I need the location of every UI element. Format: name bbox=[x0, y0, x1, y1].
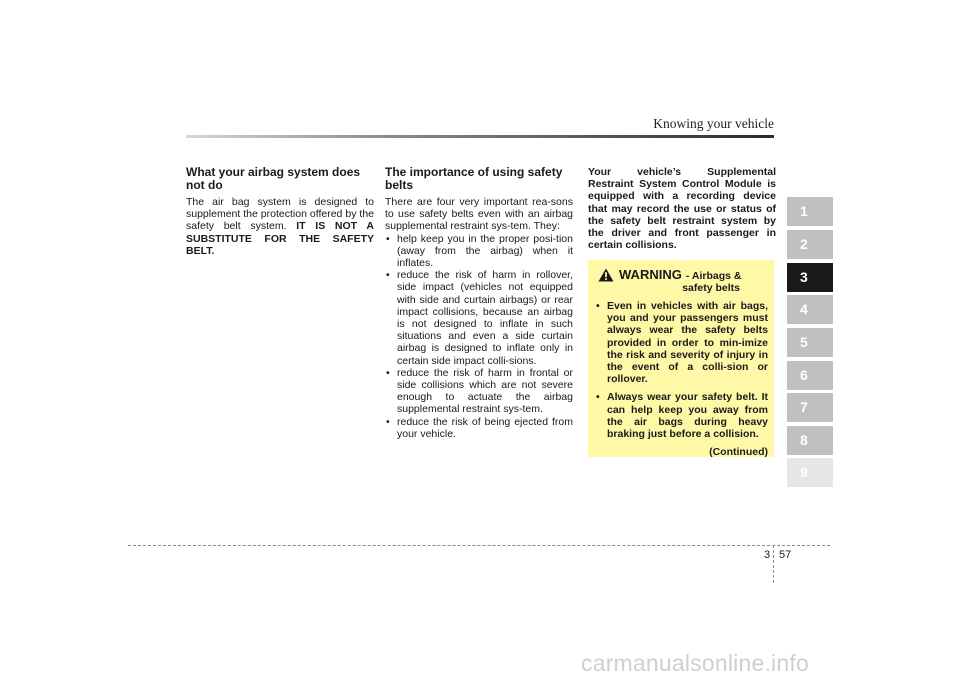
list-item: • Always wear your safety belt. It can help keep you away from the air bags during heavy braking just before a collision. bbox=[595, 391, 768, 440]
warning-label: WARNING bbox=[619, 267, 682, 282]
chapter-tab-3[interactable]: 3 bbox=[787, 263, 833, 292]
safety-belts-reasons-list bbox=[385, 233, 573, 440]
continued-label: (Continued) bbox=[709, 446, 768, 459]
footer-divider bbox=[773, 545, 774, 583]
list-item: • reduce the risk of harm in frontal or side collisions which are not severe enough to actuate the airbag supplemental restraint sys-tem. bbox=[385, 367, 573, 416]
warning-list bbox=[595, 300, 768, 440]
header-section-title: Knowing your vehicle bbox=[653, 116, 774, 131]
chapter-tab-7[interactable]: 7 bbox=[787, 393, 833, 422]
airbag-limits-body: The air bag system is designed to supplement the protection offered by the safety belt system. bbox=[186, 196, 374, 233]
chapter-tab-8[interactable]: 8 bbox=[787, 426, 833, 455]
warning-triangle-icon bbox=[598, 268, 614, 282]
chapter-tab-4[interactable]: 4 bbox=[787, 295, 833, 324]
footer-chapter-number: 3 bbox=[764, 549, 771, 561]
list-item: • reduce the risk of harm in rollover, side impact (vehicles not equipped with side and curtain airbags) or rear impact collisions, because an airbag is not designed to inflate in such situations and even a side curtain airbag is designed to inflate only in certain side impact colli-sions. bbox=[385, 269, 573, 367]
chapter-tab-9[interactable]: 9 bbox=[787, 458, 833, 487]
column-3 bbox=[588, 166, 776, 251]
chapter-tab-5[interactable]: 5 bbox=[787, 328, 833, 357]
list-item: • reduce the risk of being ejected from your vehicle. bbox=[385, 416, 573, 440]
warning-box bbox=[588, 260, 774, 457]
safety-belts-intro: There are four very important rea-sons to use safety belts even with an airbag supplemental restraint sys-tem. They: bbox=[385, 196, 573, 233]
chapter-tab-2[interactable]: 2 bbox=[787, 230, 833, 259]
warning-header bbox=[598, 268, 768, 282]
safety-belts-heading: The importance of using safety belts bbox=[385, 165, 563, 192]
column-1 bbox=[186, 166, 374, 257]
list-item: • Even in vehicles with air bags, you and your passengers must always wear the safety belts provided in order to min-imize the risk and severity of injury in the event of a colli-sion or rollover. bbox=[595, 300, 768, 385]
warning-subtitle: - Airbags & bbox=[685, 270, 742, 282]
list-item: • help keep you in the proper posi-tion (away from the airbag) when it inflates. bbox=[385, 233, 573, 270]
warning-subtitle-line-2: safety belts bbox=[682, 282, 740, 294]
airbag-limits-emphasis: IT IS NOT A SUBSTITUTE FOR THE SAFETY BELT. bbox=[186, 220, 375, 257]
footer-page-number: 57 bbox=[779, 549, 792, 561]
watermark: carmanualsonline.info bbox=[581, 650, 809, 676]
airbag-limits-paragraph bbox=[186, 196, 374, 257]
airbag-limits-heading: What your airbag system does not do bbox=[186, 165, 361, 192]
chapter-tab-6[interactable]: 6 bbox=[787, 361, 833, 390]
recording-device-paragraph: Your vehicle’s Supplemental Restraint System Control Module is equipped with a recording device that may record the use or status of the safety belt restraint system by the driver and front passenger in certain collisions. bbox=[588, 166, 776, 252]
column-2 bbox=[385, 166, 573, 440]
chapter-tab-1[interactable]: 1 bbox=[787, 197, 833, 226]
header-rule bbox=[186, 135, 774, 138]
footer-rule bbox=[128, 545, 830, 546]
